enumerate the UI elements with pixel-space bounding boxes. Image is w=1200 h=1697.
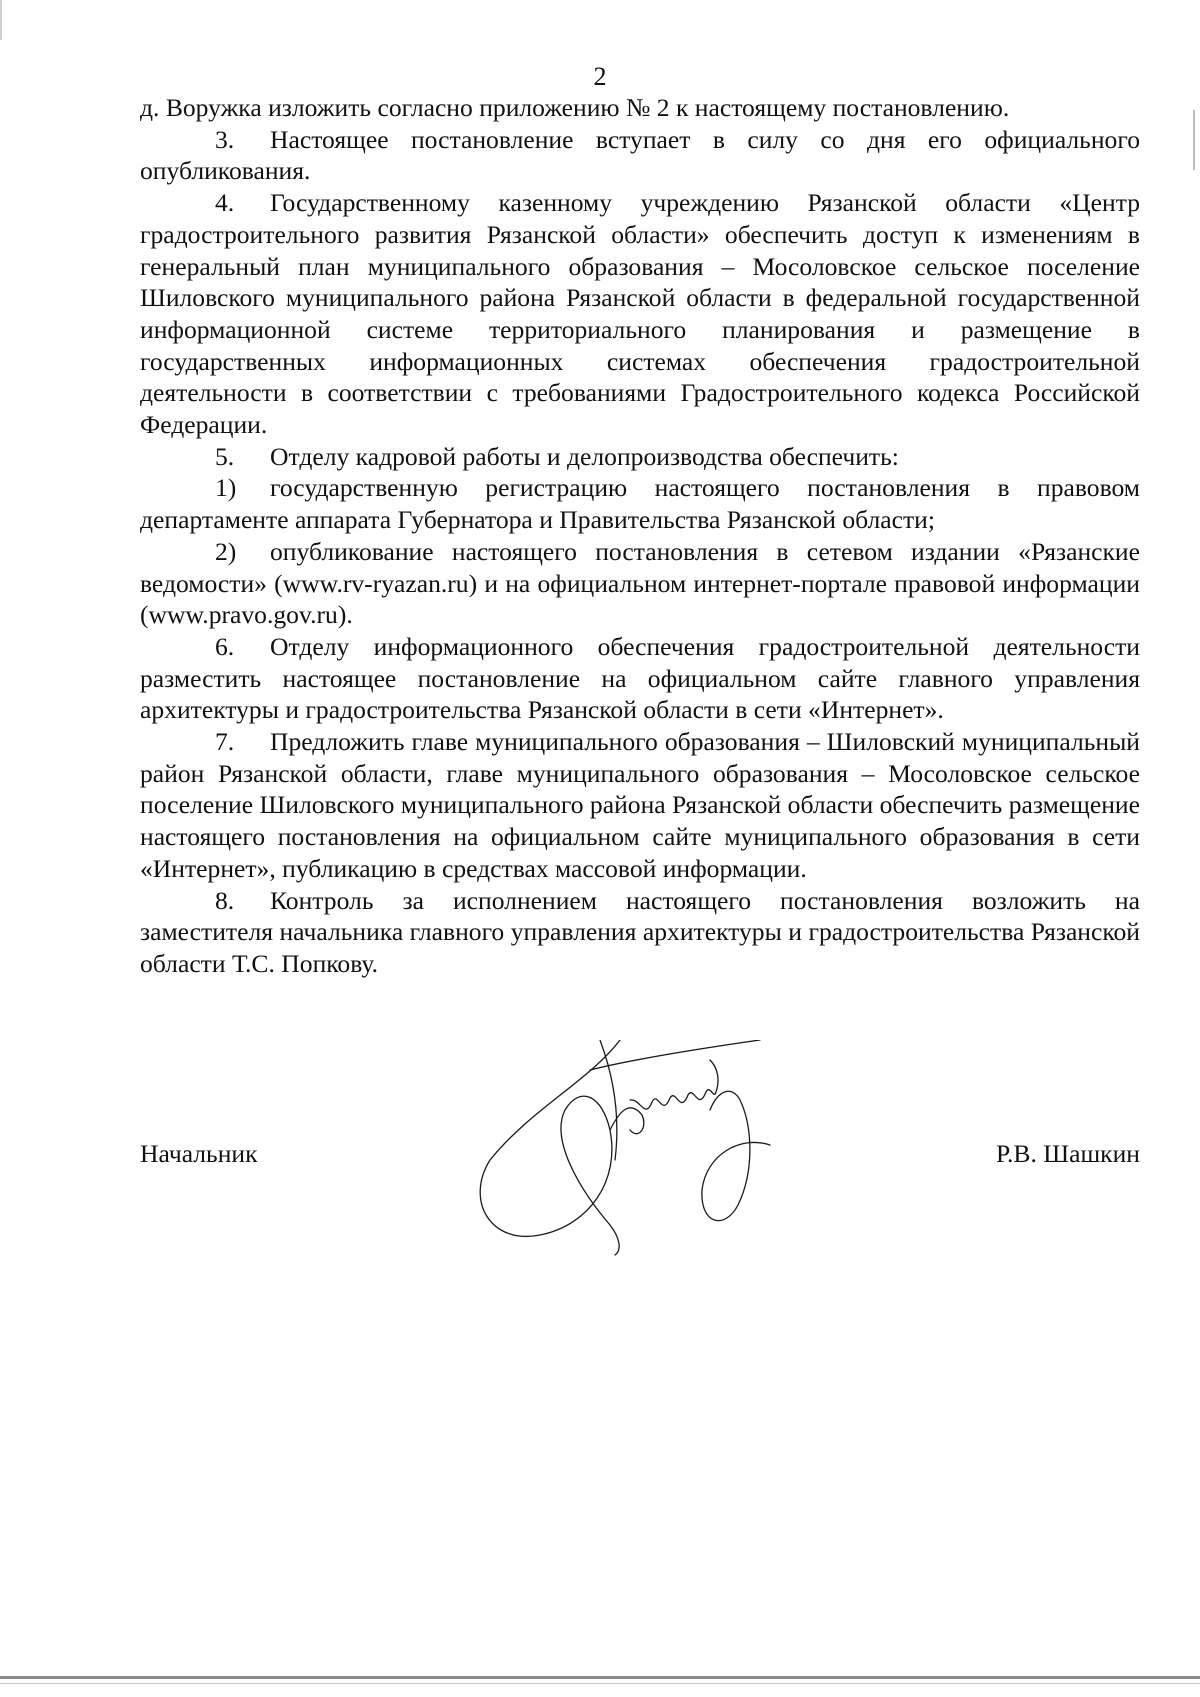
scan-edge-mark: [0, 0, 2, 40]
page-number: 2: [593, 62, 607, 91]
paragraph-number: 2): [215, 536, 237, 566]
paragraph-continuation: [140, 92, 1140, 124]
handwritten-signature: [470, 1040, 800, 1260]
scan-edge-mark-right: [1193, 110, 1195, 170]
paragraph-text: Государственному казенному учреждению Рязанской области «Центр градостроительного развития Рязанской области» обеспечить доступ к изменениям в генеральный план муниципального образования – Мосоловское сельское поселение Шиловского муниципального района Рязанской области в федеральной государственной информационной системе территориального планирования и размещение в государственных информационных системах обеспечения градостроительной деятельности в соответствии с требованиями Градостроительного кодекса Российской Федерации.: [140, 188, 1140, 440]
paragraph-subitem-2: [140, 536, 1140, 631]
paragraph-item-4: [140, 187, 1140, 441]
paragraph-number: 6.: [215, 631, 235, 661]
signatory-name: Р.В. Шашкин: [995, 1139, 1140, 1168]
paragraph-text: Контроль за исполнением настоящего постановления возложить на заместителя начальника главного управления архитектуры и градостроительства Рязанской области Т.С. Попкову.: [140, 885, 1140, 978]
paragraph-number: 1): [215, 473, 237, 503]
paragraph-item-3: [140, 124, 1140, 187]
document-body: [140, 92, 1140, 980]
paragraph-text: государственную регистрацию настоящего постановления в правовом департаменте аппарата Губернатора и Правительства Рязанской области;: [140, 473, 1140, 535]
paragraph-text: Отделу информационного обеспечения градостроительной деятельности разместить настоящее постановление на официальном сайте главного управления архитектуры и градостроительства Рязанской области в сети «Интернет».: [140, 631, 1140, 725]
paragraph-number: 3.: [215, 124, 235, 154]
paragraph-text: опубликование настоящего постановления в сетевом издании «Рязанские ведомости» (www.rv-ryazan.ru) и на официальном интернет-портале правовой информации (www.pravo.gov.ru).: [140, 536, 1140, 630]
paragraph-number: 5.: [215, 441, 235, 471]
paragraph-number: 7.: [215, 727, 235, 757]
paragraph-number: 4.: [215, 188, 235, 218]
paragraph-number: 8.: [215, 885, 235, 915]
paragraph-text: Настоящее постановление вступает в силу со дня его официального опубликования.: [140, 124, 1140, 186]
paragraph-text: д. Воружка изложить согласно приложению № 2 к настоящему постановлению.: [140, 93, 1010, 122]
paragraph-item-6: [140, 631, 1140, 726]
scan-bottom-edge: [0, 1676, 1200, 1679]
paragraph-item-7: [140, 726, 1140, 885]
paragraph-text: Отделу кадровой работы и делопроизводства обеспечить:: [270, 441, 899, 471]
paragraph-item-5: [140, 441, 1140, 473]
paragraph-subitem-1: [140, 472, 1140, 535]
signatory-title: Начальник: [140, 1139, 258, 1168]
paragraph-item-8: [140, 885, 1140, 980]
scan-bottom-edge-shadow: [0, 1683, 1200, 1684]
paragraph-text: Предложить главе муниципального образования – Шиловский муниципальный район Рязанской области, главе муниципального образования – Мосоловское сельское поселение Шиловского муниципального района Рязанской области обеспечить размещение настоящего постановления на официальном сайте муниципального образования в сети «Интернет», публикацию в средствах массовой информации.: [140, 727, 1140, 883]
